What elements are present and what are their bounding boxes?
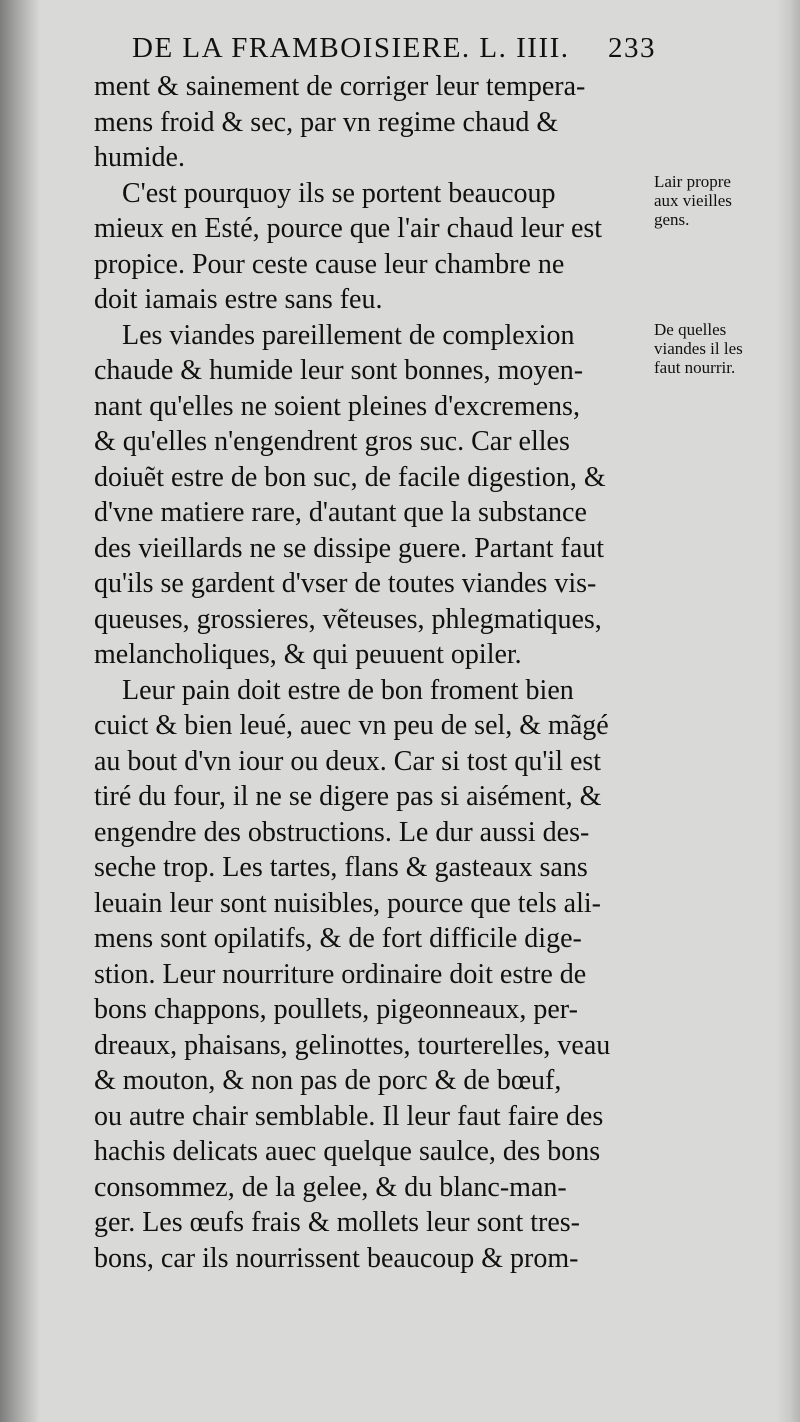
marginal-note-1 [654,172,778,229]
text-line: melancholiques, & qui peuuent opiler. [94,639,522,670]
text-line: d'vne matiere rare, d'autant que la substance [94,497,587,528]
text-line: Leur pain doit estre de bon froment bien [94,674,574,706]
text-line: bons chappons, poullets, pigeonneaux, per- [94,994,578,1025]
text-line: ou autre chair semblable. Il leur faut faire des [94,1100,604,1132]
marginal-note-2 [654,320,778,377]
text-line: propice. Pour ceste cause leur chambre ne [94,248,565,280]
text-line: nant qu'elles ne soient pleines d'excremens, [94,390,580,422]
body-text [94,69,654,1276]
gutter-shadow [0,0,40,1422]
text-line: consommez, de la gelee, & du blanc-man- [94,1171,567,1203]
text-line: mieux en Esté, pource que l'air chaud leur est [94,213,603,244]
text-line: dreaux, phaisans, gelinottes, tourterelles, veau [94,1029,611,1061]
text-line: ment & sainement de corriger leur tempera- [94,71,586,102]
running-header [132,32,656,65]
text-line: ger. Les œufs frais & mollets leur sont tres- [94,1207,581,1238]
text-line: stion. Leur nourriture ordinaire doit estre de [94,958,587,990]
text-line: au bout d'vn iour ou deux. Car si tost qu'il est [94,745,602,777]
text-line: hachis delicats auec quelque saulce, des bons [94,1136,601,1167]
text-line: C'est pourquoy ils se portent beaucoup [94,177,556,209]
marginal-line: aux vieilles [654,191,732,210]
text-line: engendre des obstructions. Le dur aussi des- [94,816,590,848]
text-line: mens sont opilatifs, & de fort difficile dige- [94,923,582,954]
text-line: des vieillards ne se dissipe guere. Partant faut [94,532,605,564]
text-line: mens froid & sec, par vn regime chaud & [94,106,559,138]
marginal-line: De quelles [654,320,727,339]
text-line: humide. [94,142,185,173]
text-line: Les viandes pareillement de complexion [94,319,575,351]
page-edge [776,0,800,1422]
text-line: chaude & humide leur sont bonnes, moyen- [94,355,584,386]
text-line: doiuẽt estre de bon suc, de facile digestion, & [94,461,606,493]
text-line: & mouton, & non pas de porc & de bœuf, [94,1065,562,1096]
text-line: doit iamais estre sans feu. [94,284,383,315]
marginal-line: faut nourrir. [654,358,736,377]
text-line: bons, car ils nourrissent beaucoup & prom- [94,1242,579,1274]
text-line: qu'ils se gardent d'vser de toutes viandes vis- [94,568,597,599]
marginal-line: viandes il les [654,339,743,358]
running-title: DE LA FRAMBOISIERE. L. IIII. [132,32,570,64]
marginal-line: gens. [654,210,690,229]
text-line: cuict & bien leué, auec vn peu de sel, & mãgé [94,710,609,741]
page-number: 233 [608,32,656,64]
text-line: tiré du four, il ne se digere pas si aisément, & [94,781,602,812]
marginal-line: Lair propre [654,172,731,191]
text-line: & qu'elles n'engendrent gros suc. Car elles [94,426,570,457]
text-line: seche trop. Les tartes, flans & gasteaux sans [94,852,588,883]
text-line: leuain leur sont nuisibles, pource que tels ali- [94,887,601,919]
text-line: queuses, grossieres, vẽteuses, phlegmatiques, [94,603,602,635]
